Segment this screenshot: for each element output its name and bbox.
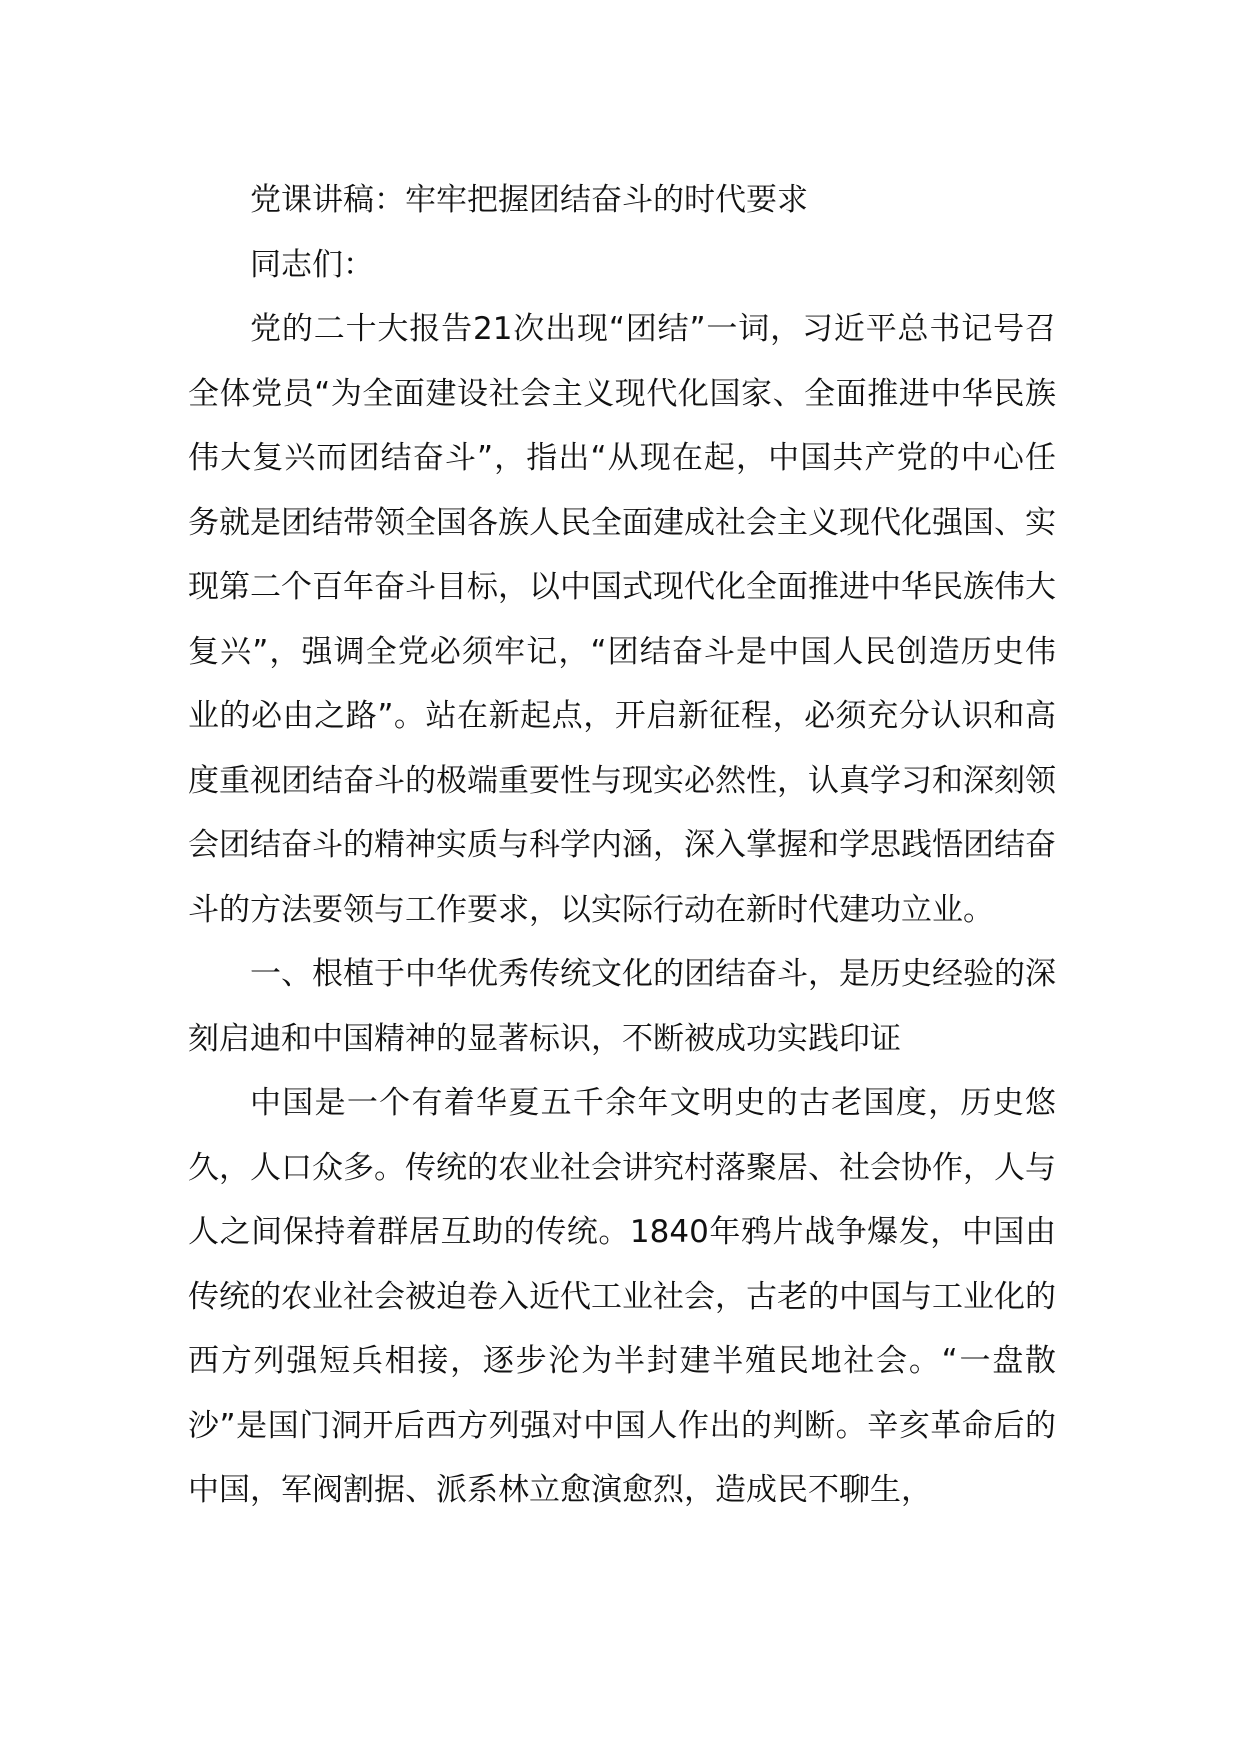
paragraph-history: 中国是一个有着华夏五千余年文明史的古老国度，历史悠久，人口众多。传统的农业社会讲究村落聚居、社会协作，人与人之间保持着群居互助的传统。1840年鸦片战争爆发，中国由传统的农业社会被迫卷入近代工业社会，古老的中国与工业化的西方列强短兵相接，逐步沦为半封建半殖民地社会。“一盘散沙”是国门洞开后西方列强对中国人作出的判断。辛亥革命后的中国，军阀割据、派系林立愈演愈烈，造成民不聊生， — [188, 1085, 1056, 1508]
section-heading-1: 一、根植于中华优秀传统文化的团结奋斗，是历史经验的深刻启迪和中国精神的显著标识，不断被成功实践印证 — [188, 956, 1056, 1057]
document-title: 党课讲稿：牢牢把握团结奋斗的时代要求 — [250, 182, 808, 218]
document-page — [188, 168, 1056, 1523]
paragraph-intro: 党的二十大报告21次出现“团结”一词，习近平总书记号召全体党员“为全面建设社会主义现代化国家、全面推进中华民族伟大复兴而团结奋斗”，指出“从现在起，中国共产党的中心任务就是团结带领全国各族人民全面建成社会主义现代化强国、实现第二个百年奋斗目标，以中国式现代化全面推进中华民族伟大复兴”，强调全党必须牢记，“团结奋斗是中国人民创造历史伟业的必由之路”。站在新起点，开启新征程，必须充分认识和高度重视团结奋斗的极端重要性与现实必然性，认真学习和深刻领会团结奋斗的精神实质与科学内涵，深入掌握和学思践悟团结奋斗的方法要领与工作要求，以实际行动在新时代建功立业。 — [188, 311, 1056, 928]
salutation: 同志们： — [250, 246, 374, 283]
